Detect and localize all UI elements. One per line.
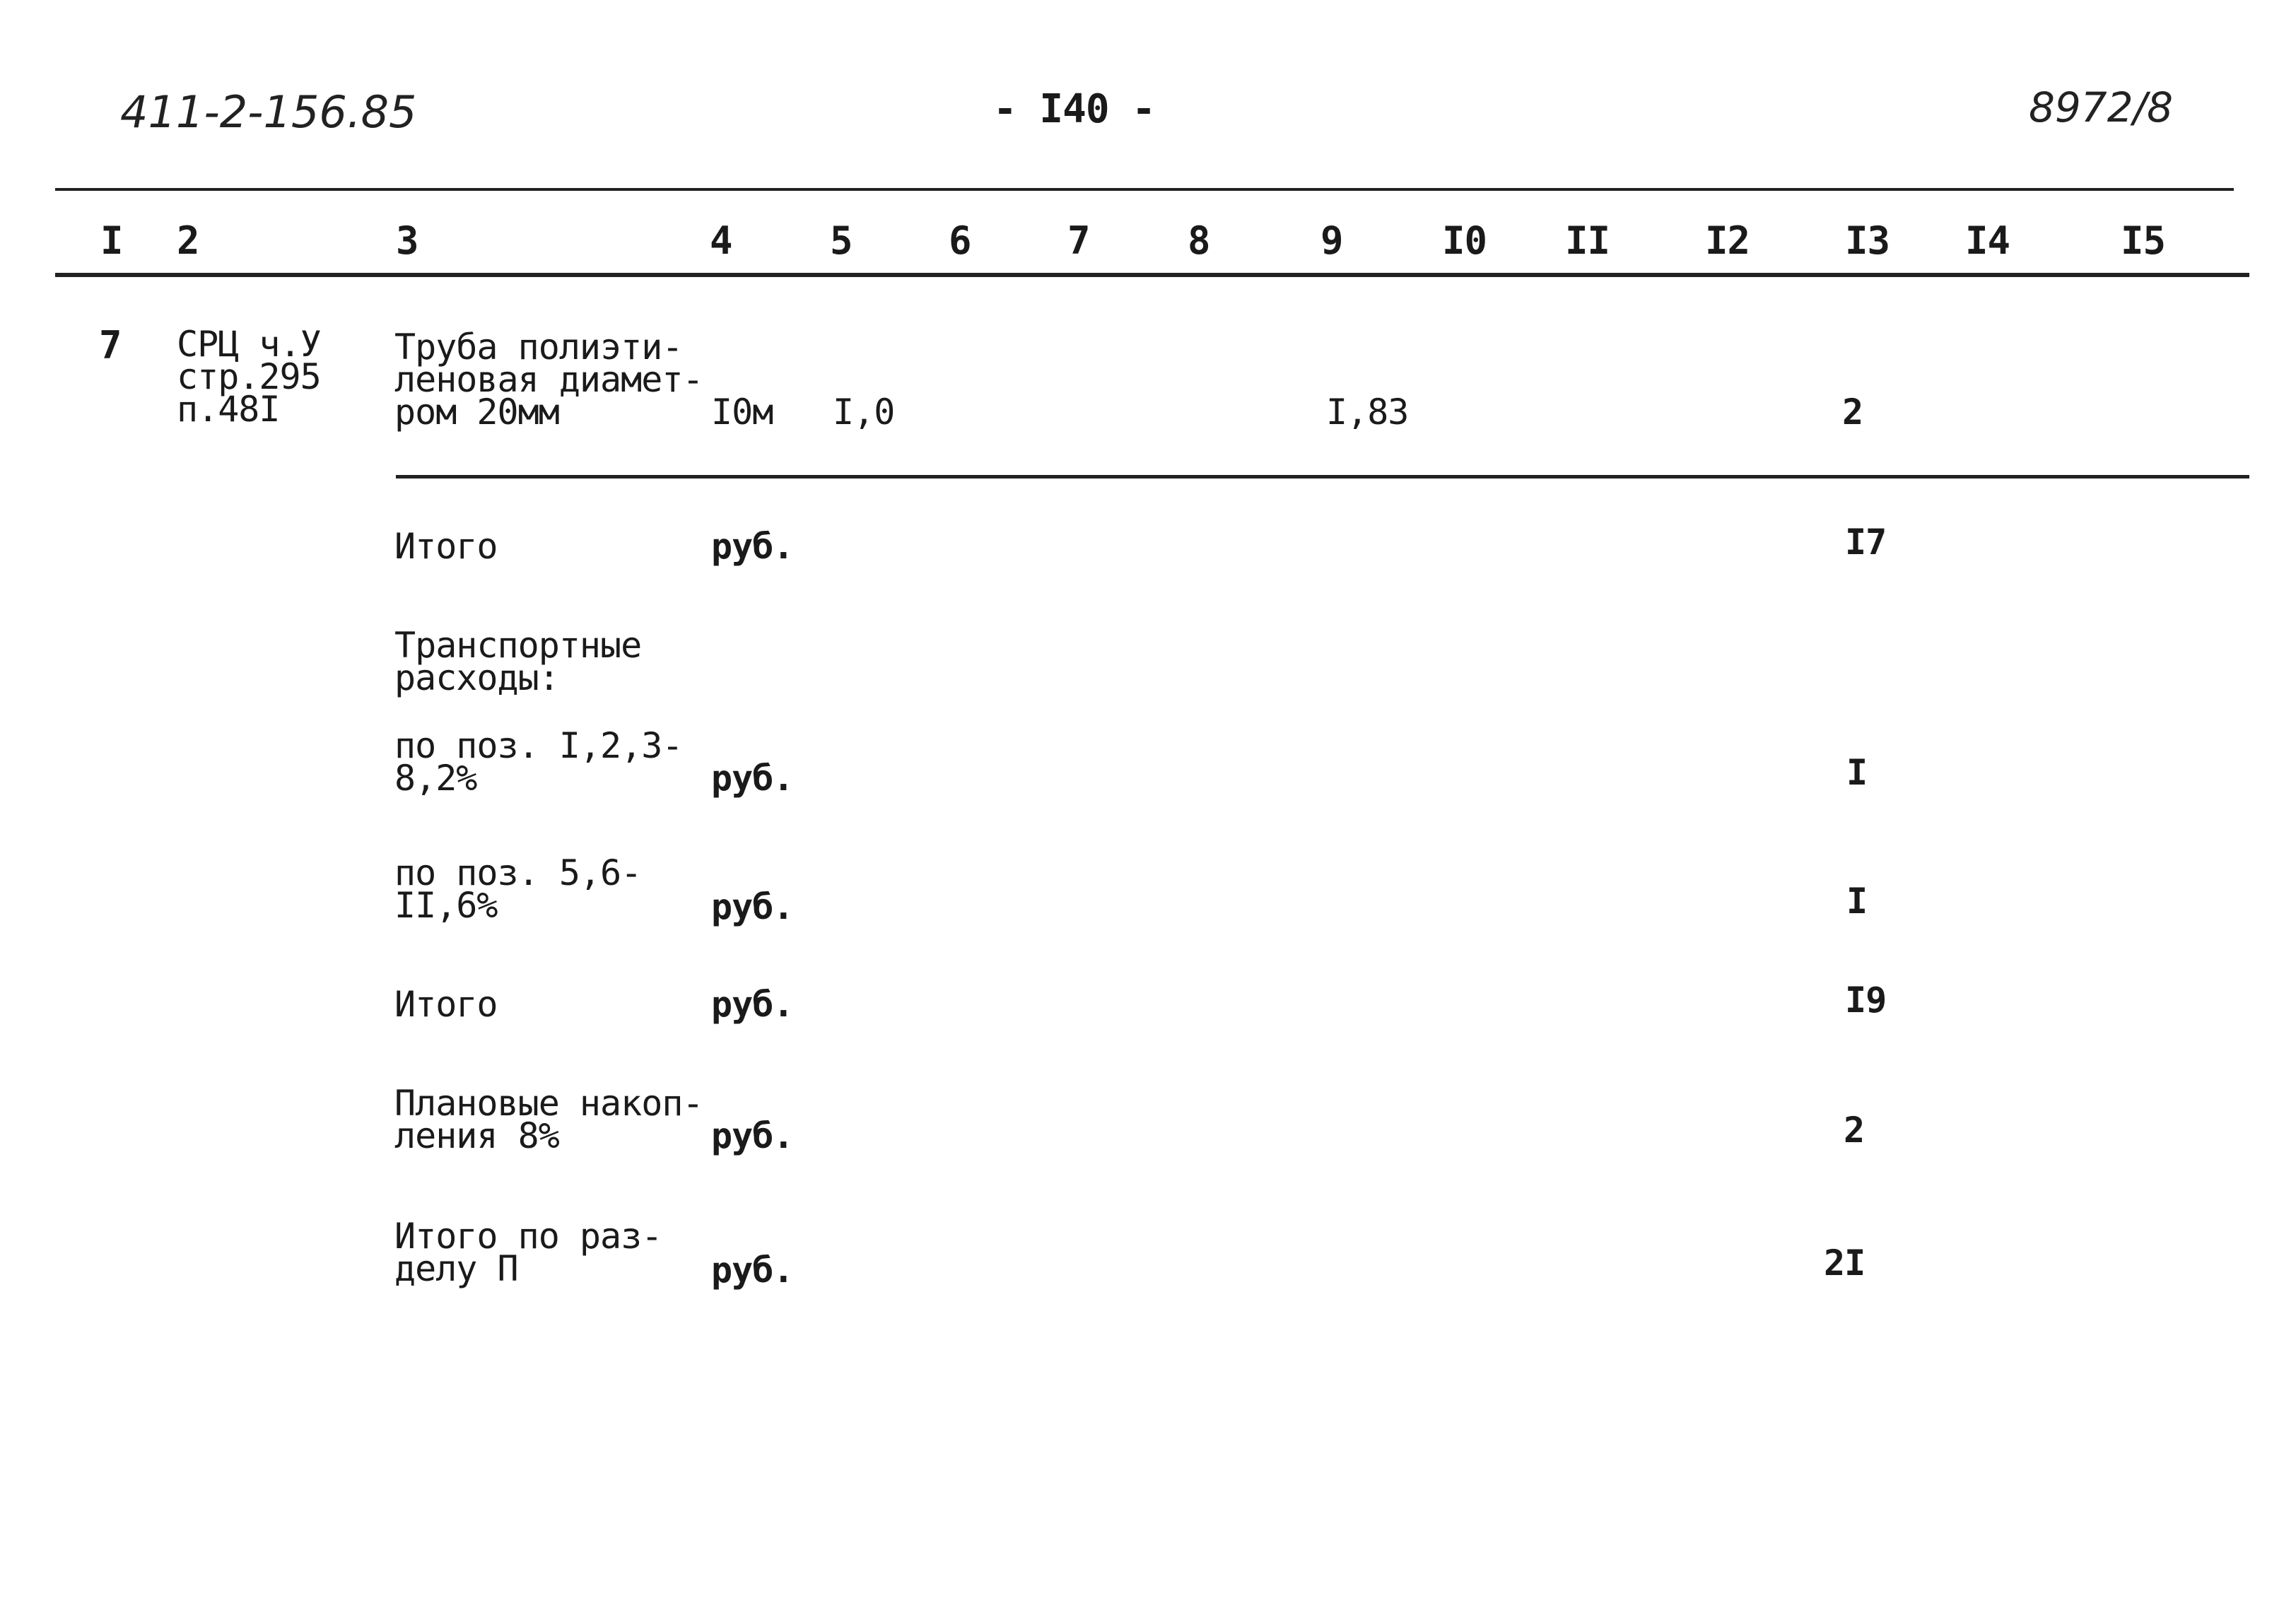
summary-label: Итого [394,984,498,1025]
column-number: I2 [1705,218,1750,263]
summary-unit: руб. [711,1250,794,1291]
column-number: 3 [396,218,418,263]
summary-unit: руб. [711,526,794,567]
item-quantity: I,0 [833,392,895,433]
header-top-rule [55,188,2234,191]
sheet-code: 8972/8 [2029,83,2174,131]
column-number: 6 [949,218,971,263]
summary-label: Плановые накоп- ления 8% [394,1083,703,1156]
document-code: 411-2-156.85 [120,86,417,138]
column-number: 8 [1188,218,1210,263]
item-total: 2 [1842,392,1863,433]
summary-total: I [1846,752,1868,793]
summary-total: I9 [1845,980,1887,1021]
column-number: I0 [1442,218,1487,263]
section-rule [396,475,2249,478]
column-number: 4 [710,218,732,263]
item-price: I,83 [1326,392,1409,433]
column-number: I3 [1845,218,1890,263]
item-unit: I0м [711,392,773,433]
summary-total: I [1846,881,1868,922]
summary-label: Итого по раз- делу П [394,1216,662,1289]
summary-label: по поз. I,2,3- 8,2% [394,725,683,799]
column-number: 5 [830,218,853,263]
summary-unit: руб. [711,1115,794,1156]
item-position: 7 [99,323,122,368]
item-reference: СРЦ ч.У стр.295 п.48I [177,324,321,430]
header-bottom-rule [55,273,2249,277]
summary-total: I7 [1845,522,1887,563]
column-number: I [100,218,123,263]
summary-total: 2 [1844,1110,1865,1151]
summary-label: Итого [394,526,498,567]
column-number: II [1565,218,1610,263]
summary-label: Транспортные расходы: [394,625,642,698]
summary-unit: руб. [711,886,794,927]
summary-label: по поз. 5,6- II,6% [394,852,642,926]
page-number: - I40 - [993,86,1156,132]
item-name: Труба полиэти- леновая диамет- ром 20мм [394,327,703,433]
summary-unit: руб. [711,984,794,1025]
summary-unit: руб. [711,758,794,799]
column-number: I4 [1965,218,2010,263]
column-number: I5 [2121,218,2166,263]
summary-total: 2I [1824,1243,1866,1284]
column-number: 9 [1320,218,1343,263]
column-number: 2 [177,218,199,263]
column-number: 7 [1067,218,1090,263]
